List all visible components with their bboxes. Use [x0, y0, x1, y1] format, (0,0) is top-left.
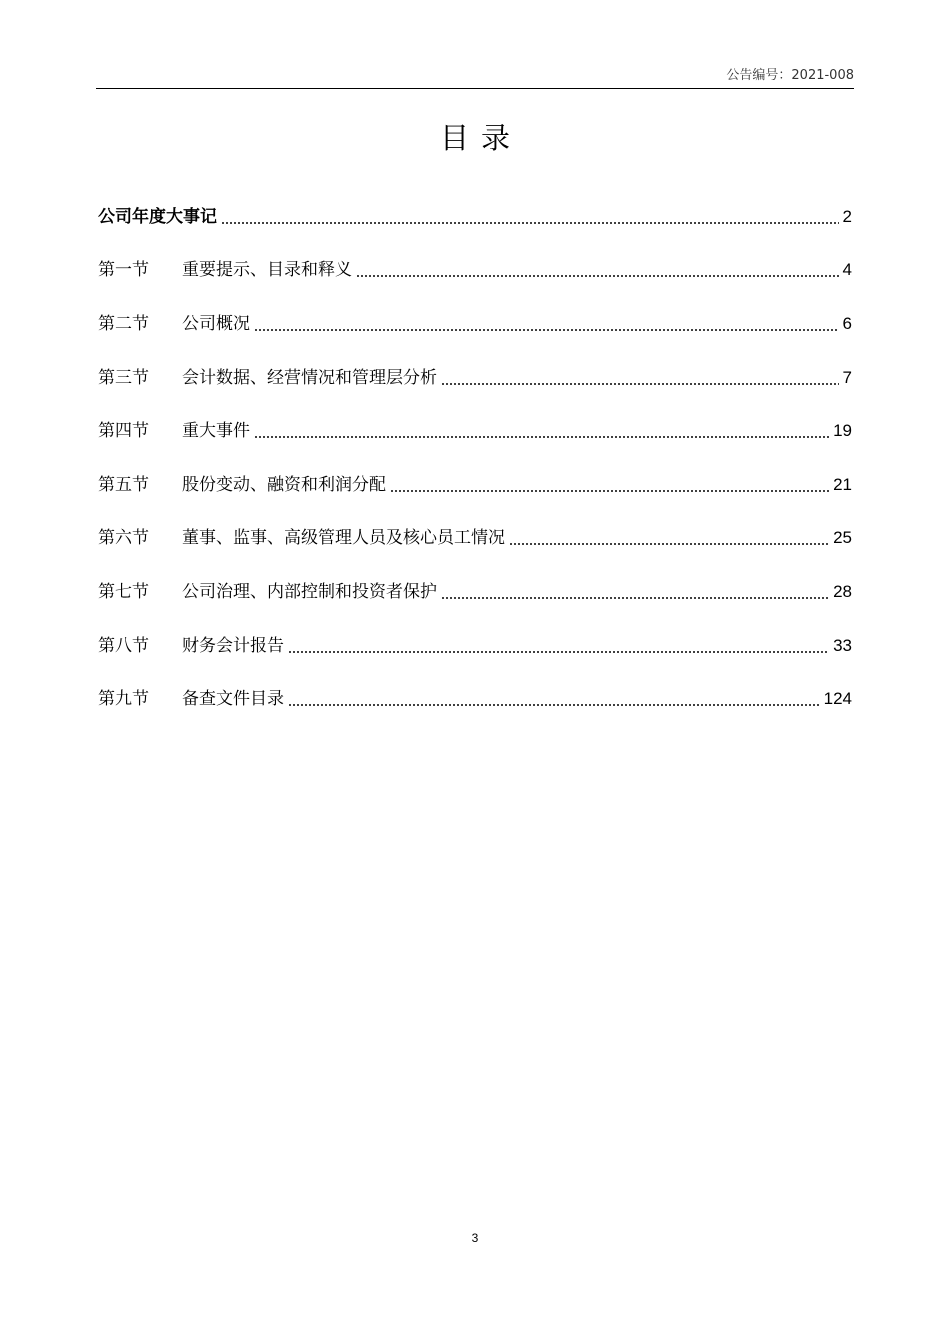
toc-section-label: 第三节	[98, 367, 149, 388]
toc-dot-leader	[356, 275, 839, 277]
page-header	[96, 66, 854, 89]
toc-section-label: 第二节	[98, 313, 149, 334]
toc-page-number: 4	[842, 260, 852, 280]
toc-section-label: 第七节	[98, 581, 149, 602]
toc-dot-leader	[254, 329, 839, 331]
toc-dot-leader	[221, 222, 839, 224]
toc-entry-title: 重大事件	[182, 421, 250, 442]
toc-page-number: 7	[842, 367, 852, 387]
toc-page-number: 21	[833, 474, 852, 494]
toc-entry-title: 董事、监事、高级管理人员及核心员工情况	[182, 528, 505, 549]
toc-entry[interactable]	[98, 512, 852, 566]
toc-page-number: 2	[842, 206, 852, 226]
toc-entry-title: 重要提示、目录和释义	[182, 260, 352, 281]
toc-page-number: 6	[842, 313, 852, 333]
announcement-number: 公告编号：2021-008	[726, 68, 854, 83]
toc-dot-leader	[254, 436, 829, 438]
toc-section-label: 第八节	[98, 635, 149, 656]
toc-section-label: 第九节	[98, 689, 149, 710]
toc-entry-title: 会计数据、经营情况和管理层分析	[182, 367, 437, 388]
toc-dot-leader	[288, 704, 820, 706]
toc-entry[interactable]	[98, 190, 852, 244]
toc-entry[interactable]	[98, 565, 852, 619]
toc-section-label: 第五节	[98, 474, 149, 495]
toc-entry[interactable]	[98, 672, 852, 726]
toc-entry-title: 公司年度大事记	[98, 206, 217, 227]
toc-dot-leader	[441, 383, 839, 385]
page-number: 3	[471, 1231, 479, 1245]
toc-dot-leader	[390, 490, 829, 492]
toc-dot-leader	[288, 651, 829, 653]
toc-page-number: 124	[823, 689, 852, 709]
toc-page-number: 19	[833, 421, 852, 441]
toc-entry-title: 股份变动、融资和利润分配	[182, 474, 386, 495]
toc-entry-title: 公司治理、内部控制和投资者保护	[182, 581, 437, 602]
toc-entry-title: 备查文件目录	[182, 689, 284, 710]
toc-entry[interactable]	[98, 458, 852, 512]
toc-dot-leader	[509, 543, 829, 545]
toc-section-label: 第六节	[98, 528, 149, 549]
toc-entry[interactable]	[98, 351, 852, 405]
toc-entry-title: 公司概况	[182, 313, 250, 334]
toc-page-number: 28	[833, 581, 852, 601]
toc-entry[interactable]	[98, 404, 852, 458]
toc-section-label: 第一节	[98, 260, 149, 281]
toc-page-number: 25	[833, 528, 852, 548]
table-of-contents	[98, 190, 852, 726]
page-title: 目录	[439, 121, 522, 155]
toc-dot-leader	[441, 597, 829, 599]
toc-entry[interactable]	[98, 619, 852, 673]
toc-entry[interactable]	[98, 244, 852, 298]
toc-page-number: 33	[833, 635, 852, 655]
toc-section-label: 第四节	[98, 421, 149, 442]
toc-entry[interactable]	[98, 297, 852, 351]
toc-entry-title: 财务会计报告	[182, 635, 284, 656]
